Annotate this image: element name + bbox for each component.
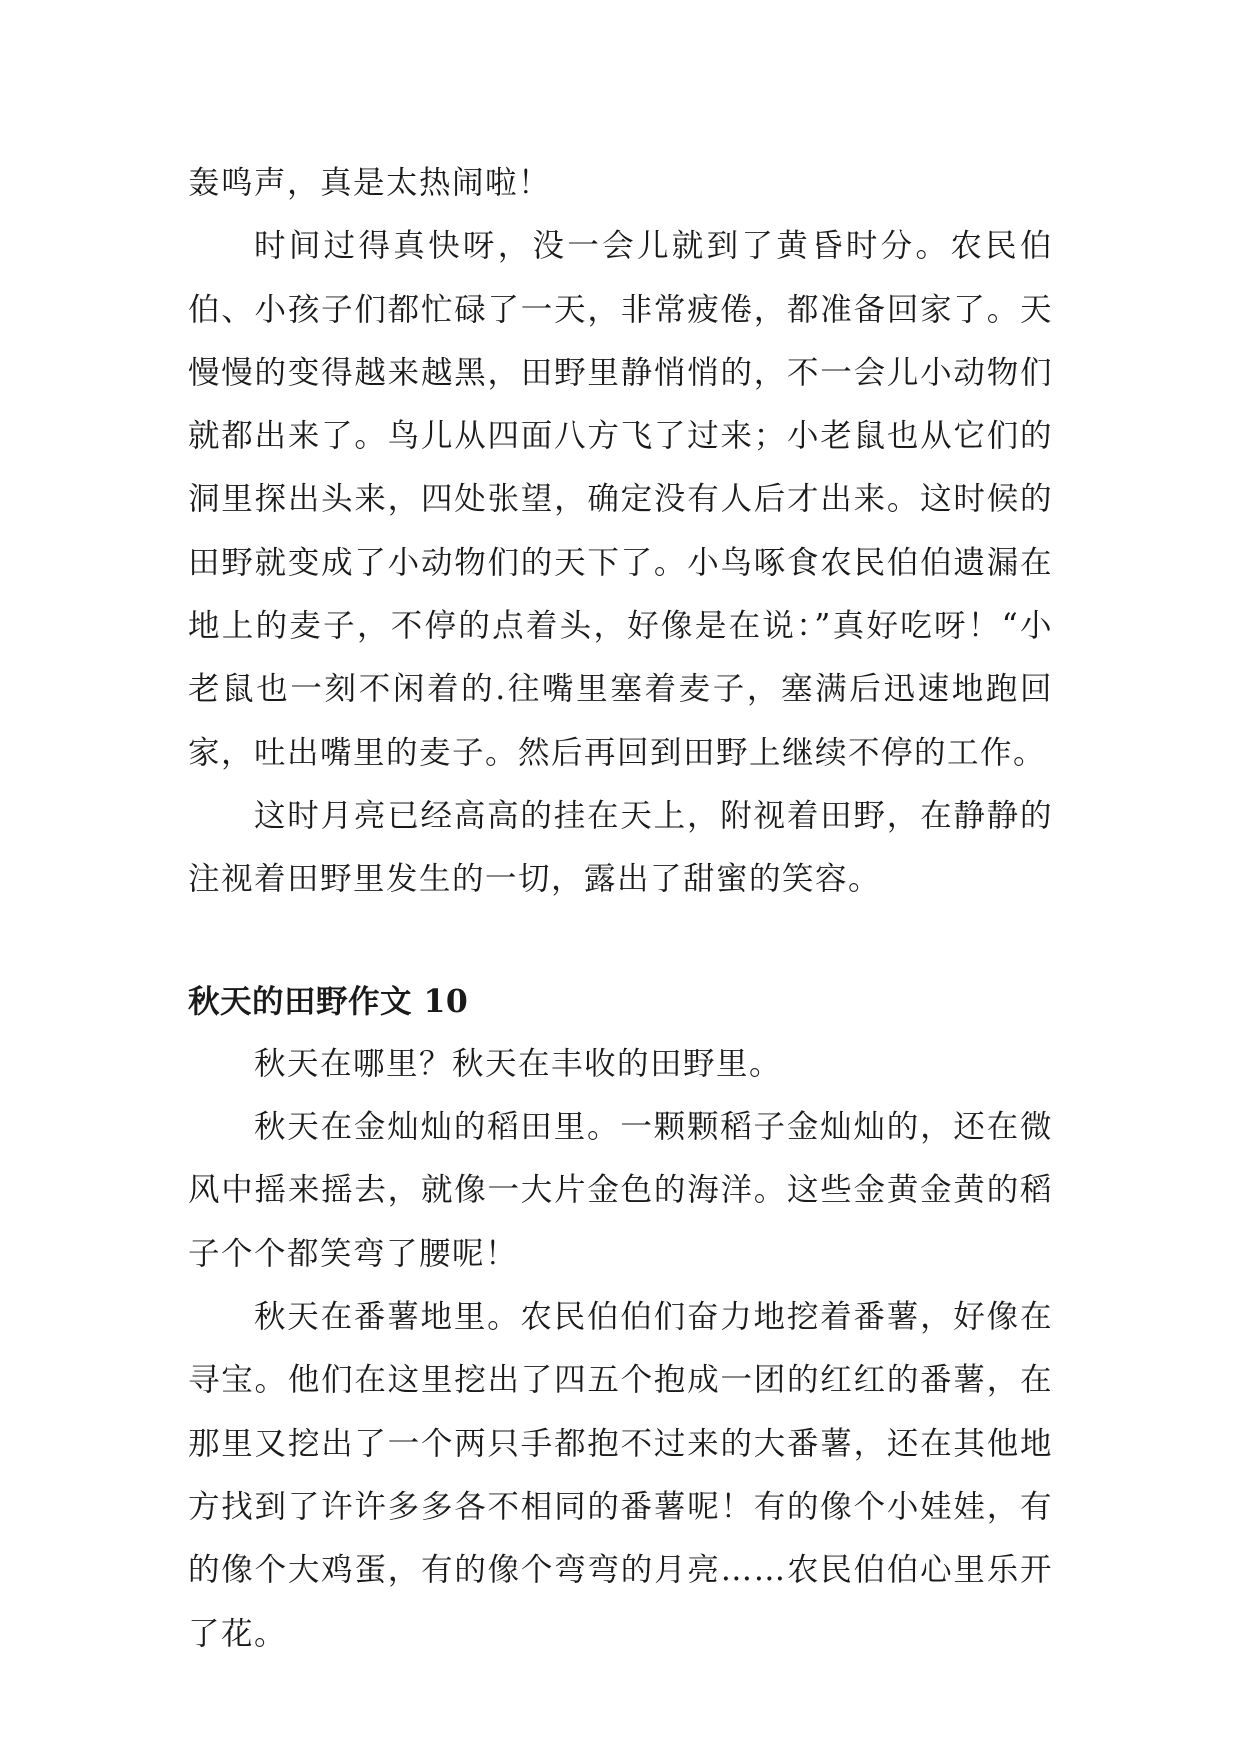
body-paragraph-where-is-autumn: 秋天在哪里？秋天在丰收的田野里。 [254,1045,783,1082]
essay-title: 秋天的田野作文 10 [188,982,469,1020]
body-paragraph-dusk: 时间过得真快呀，没一会儿就到了黄昏时分。农民伯伯、小孩子们都忙碌了一天，非常疲倦，都准备回家了。天慢慢的变得越来越黑，田野里静悄悄的，不一会儿小动物们就都出来了。鸟儿从四面八方飞了过来；小老鼠也从它们的洞里探出头来，四处张望，确定没有人后才出来。这时候的田野就变成了小动物们的天下了。小鸟啄食农民伯伯遗漏在地上的麦子，不停的点着头，好像是在说：”真好吃呀！“小老鼠也一刻不闲着的.往嘴里塞着麦子，塞满后迅速地跑回家，吐出嘴里的麦子。然后再回到田野上继续不停的工作。 [188,228,1053,771]
document-content [188,152,1053,1666]
section-spacer [188,912,1053,970]
body-paragraph-sweet-potato: 秋天在番薯地里。农民伯伯们奋力地挖着番薯，好像在寻宝。他们在这里挖出了四五个抱成一团的红红的番薯，在那里又挖出了一个两只手都抱不过来的大番薯，还在其他地方找到了许许多多各不相同的番薯呢！有的像个小娃娃，有的像个大鸡蛋，有的像个弯弯的月亮……农民伯伯心里乐开了花。 [188,1299,1053,1652]
continuation-paragraph: 轰鸣声，真是太热闹啦！ [188,165,552,201]
body-paragraph-moon: 这时月亮已经高高的挂在天上，附视着田野，在静静的注视着田野里发生的一切，露出了甜蜜的笑容。 [188,797,1053,898]
body-paragraph-rice-field: 秋天在金灿灿的稻田里。一颗颗稻子金灿灿的，还在微风中摇来摇去，就像一大片金色的海洋。这些金黄金黄的稻子个个都笑弯了腰呢！ [188,1109,1053,1272]
